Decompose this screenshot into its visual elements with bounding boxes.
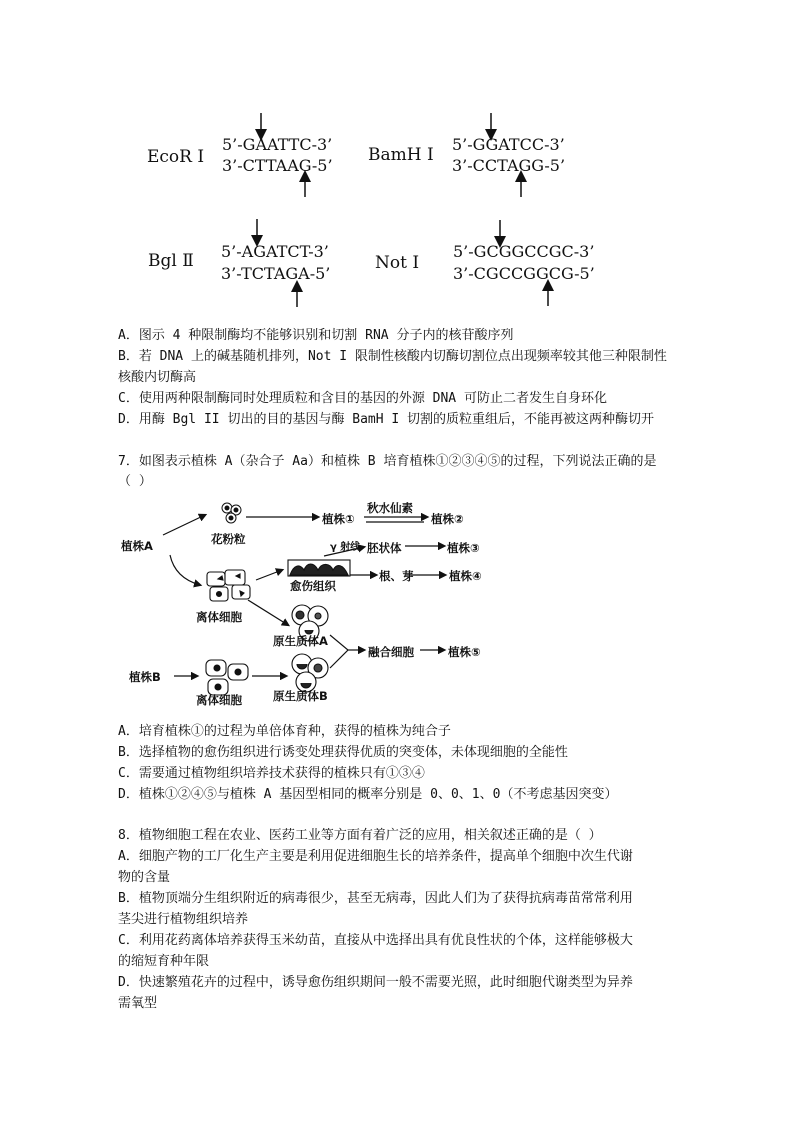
- q7-stem-line2: （ ）: [118, 474, 152, 489]
- label-plant-5: 植株⑤: [448, 645, 481, 659]
- q8-option-a-line2: 物的含量: [118, 870, 171, 885]
- enzyme-seq-not-bottom: 3’-CGCCGGCG-5’: [453, 264, 595, 283]
- label-plant-a: 植株A: [121, 539, 153, 553]
- label-plant-3: 植株③: [447, 541, 480, 555]
- plant-breeding-diagram: [0, 490, 794, 715]
- enzyme-seq-bamh-top: 5’-GGATCC-3’: [452, 135, 565, 154]
- enzyme-name-bamh: BamH Ⅰ: [368, 145, 434, 165]
- q6-option-a: A．图示 4 种限制酶均不能够识别和切割 RNA 分子内的核苷酸序列: [118, 328, 514, 343]
- label-fused-cell: 融合细胞: [368, 645, 414, 659]
- enzyme-seq-bgl-bottom: 3’-TCTAGA-5’: [221, 264, 331, 283]
- label-callus: 愈伤组织: [290, 579, 336, 593]
- q7-option-b: B．选择植物的愈伤组织进行诱变处理获得优质的突变体，未体现细胞的全能性: [118, 745, 568, 760]
- label-gamma-ray: γ 射线: [330, 542, 361, 553]
- arrow-a-to-cells: [170, 555, 200, 585]
- isolated-cells-b-icon: [206, 660, 248, 695]
- q8-option-c-line2: 的缩短育种年限: [118, 954, 210, 969]
- enzyme-name-ecor: EcoR Ⅰ: [147, 147, 205, 167]
- q7-option-a: A．培育植株①的过程为单倍体育种，获得的植株为纯合子: [118, 724, 451, 739]
- enzyme-name-bgl: Bgl Ⅱ: [148, 251, 194, 271]
- q8-option-d-line2: 需氧型: [118, 996, 158, 1011]
- q8-option-b-line2: 茎尖进行植物组织培养: [118, 912, 249, 927]
- label-embryoid: 胚状体: [367, 541, 402, 555]
- q6-option-b-line2: 核酸内切酶高: [118, 370, 197, 385]
- label-protoplast-b: 原生质体B: [273, 689, 328, 703]
- enzyme-seq-ecor-top: 5’-GAATTC-3’: [222, 135, 333, 154]
- fusion-bracket: [330, 635, 348, 668]
- arrow-a-to-pollen: [163, 515, 205, 535]
- q8-stem: 8．植物细胞工程在农业、医药工业等方面有着广泛的应用，相关叙述正确的是（ ）: [118, 828, 602, 843]
- q8-option-c-line1: C．利用花药离体培养获得玉米幼苗，直接从中选择出具有优良性状的个体，这样能够极大: [118, 933, 633, 948]
- enzyme-name-not: Not Ⅰ: [375, 253, 420, 273]
- q8-option-b-line1: B．植物顶端分生组织附近的病毒很少，甚至无病毒，因此人们为了获得抗病毒苗常常利用: [118, 891, 633, 906]
- isolated-cells-a-icon: [207, 570, 250, 601]
- enzyme-seq-ecor-bottom: 3’-CTTAAG-5’: [222, 156, 333, 175]
- label-pollen: 花粉粒: [211, 532, 246, 546]
- protoplast-b-icon: [292, 654, 328, 692]
- label-plant-b: 植株B: [129, 670, 161, 684]
- q6-option-c: C．使用两种限制酶同时处理质粒和含目的基因的外源 DNA 可防止二者发生自身环化: [118, 391, 607, 406]
- q8-option-a-line1: A．细胞产物的工厂化生产主要是利用促进细胞生长的培养条件，提高单个细胞中次生代谢: [118, 849, 633, 864]
- label-protoplast-a: 原生质体A: [273, 634, 328, 648]
- label-plant-2: 植株②: [431, 512, 464, 526]
- arrow-cells-to-protoplast-a: [248, 600, 288, 625]
- callus-tissue-icon: [288, 560, 350, 576]
- label-isolated-cells-b: 离体细胞: [196, 693, 242, 707]
- enzyme-seq-bamh-bottom: 3’-CCTAGG-5’: [452, 156, 566, 175]
- q7-option-d: D．植株①②④⑤与植株 A 基因型相同的概率分别是 0、0、1、0（不考虑基因突变）: [118, 787, 618, 802]
- label-plant-1: 植株①: [322, 512, 355, 526]
- label-roots-buds: 根、芽: [379, 569, 414, 583]
- arrow-cells-to-callus: [256, 570, 282, 580]
- label-colchicine: 秋水仙素: [367, 501, 413, 515]
- q6-option-d: D．用酶 Bgl II 切出的目的基因与酶 BamH I 切割的质粒重组后，不能再被这两种酶切开: [118, 412, 655, 427]
- q7-option-c: C．需要通过植物组织培养技术获得的植株只有①③④: [118, 766, 425, 781]
- q7-stem-line1: 7．如图表示植株 A（杂合子 Aa）和植株 B 培育植株①②③④⑤的过程，下列说法正确的是: [118, 454, 657, 469]
- pollen-grains-icon: [222, 503, 241, 523]
- q8-option-d-line1: D．快速繁殖花卉的过程中，诱导愈伤组织期间一般不需要光照，此时细胞代谢类型为异养: [118, 975, 633, 990]
- label-isolated-cells-a: 离体细胞: [196, 610, 242, 624]
- label-plant-4: 植株④: [449, 569, 482, 583]
- enzyme-seq-bgl-top: 5’-AGATCT-3’: [221, 242, 329, 261]
- q6-option-b-line1: B．若 DNA 上的碱基随机排列，Not I 限制性核酸内切酶切割位点出现频率较其他三种限制性: [118, 349, 667, 364]
- enzyme-seq-not-top: 5’-GCGGCCGC-3’: [453, 242, 595, 261]
